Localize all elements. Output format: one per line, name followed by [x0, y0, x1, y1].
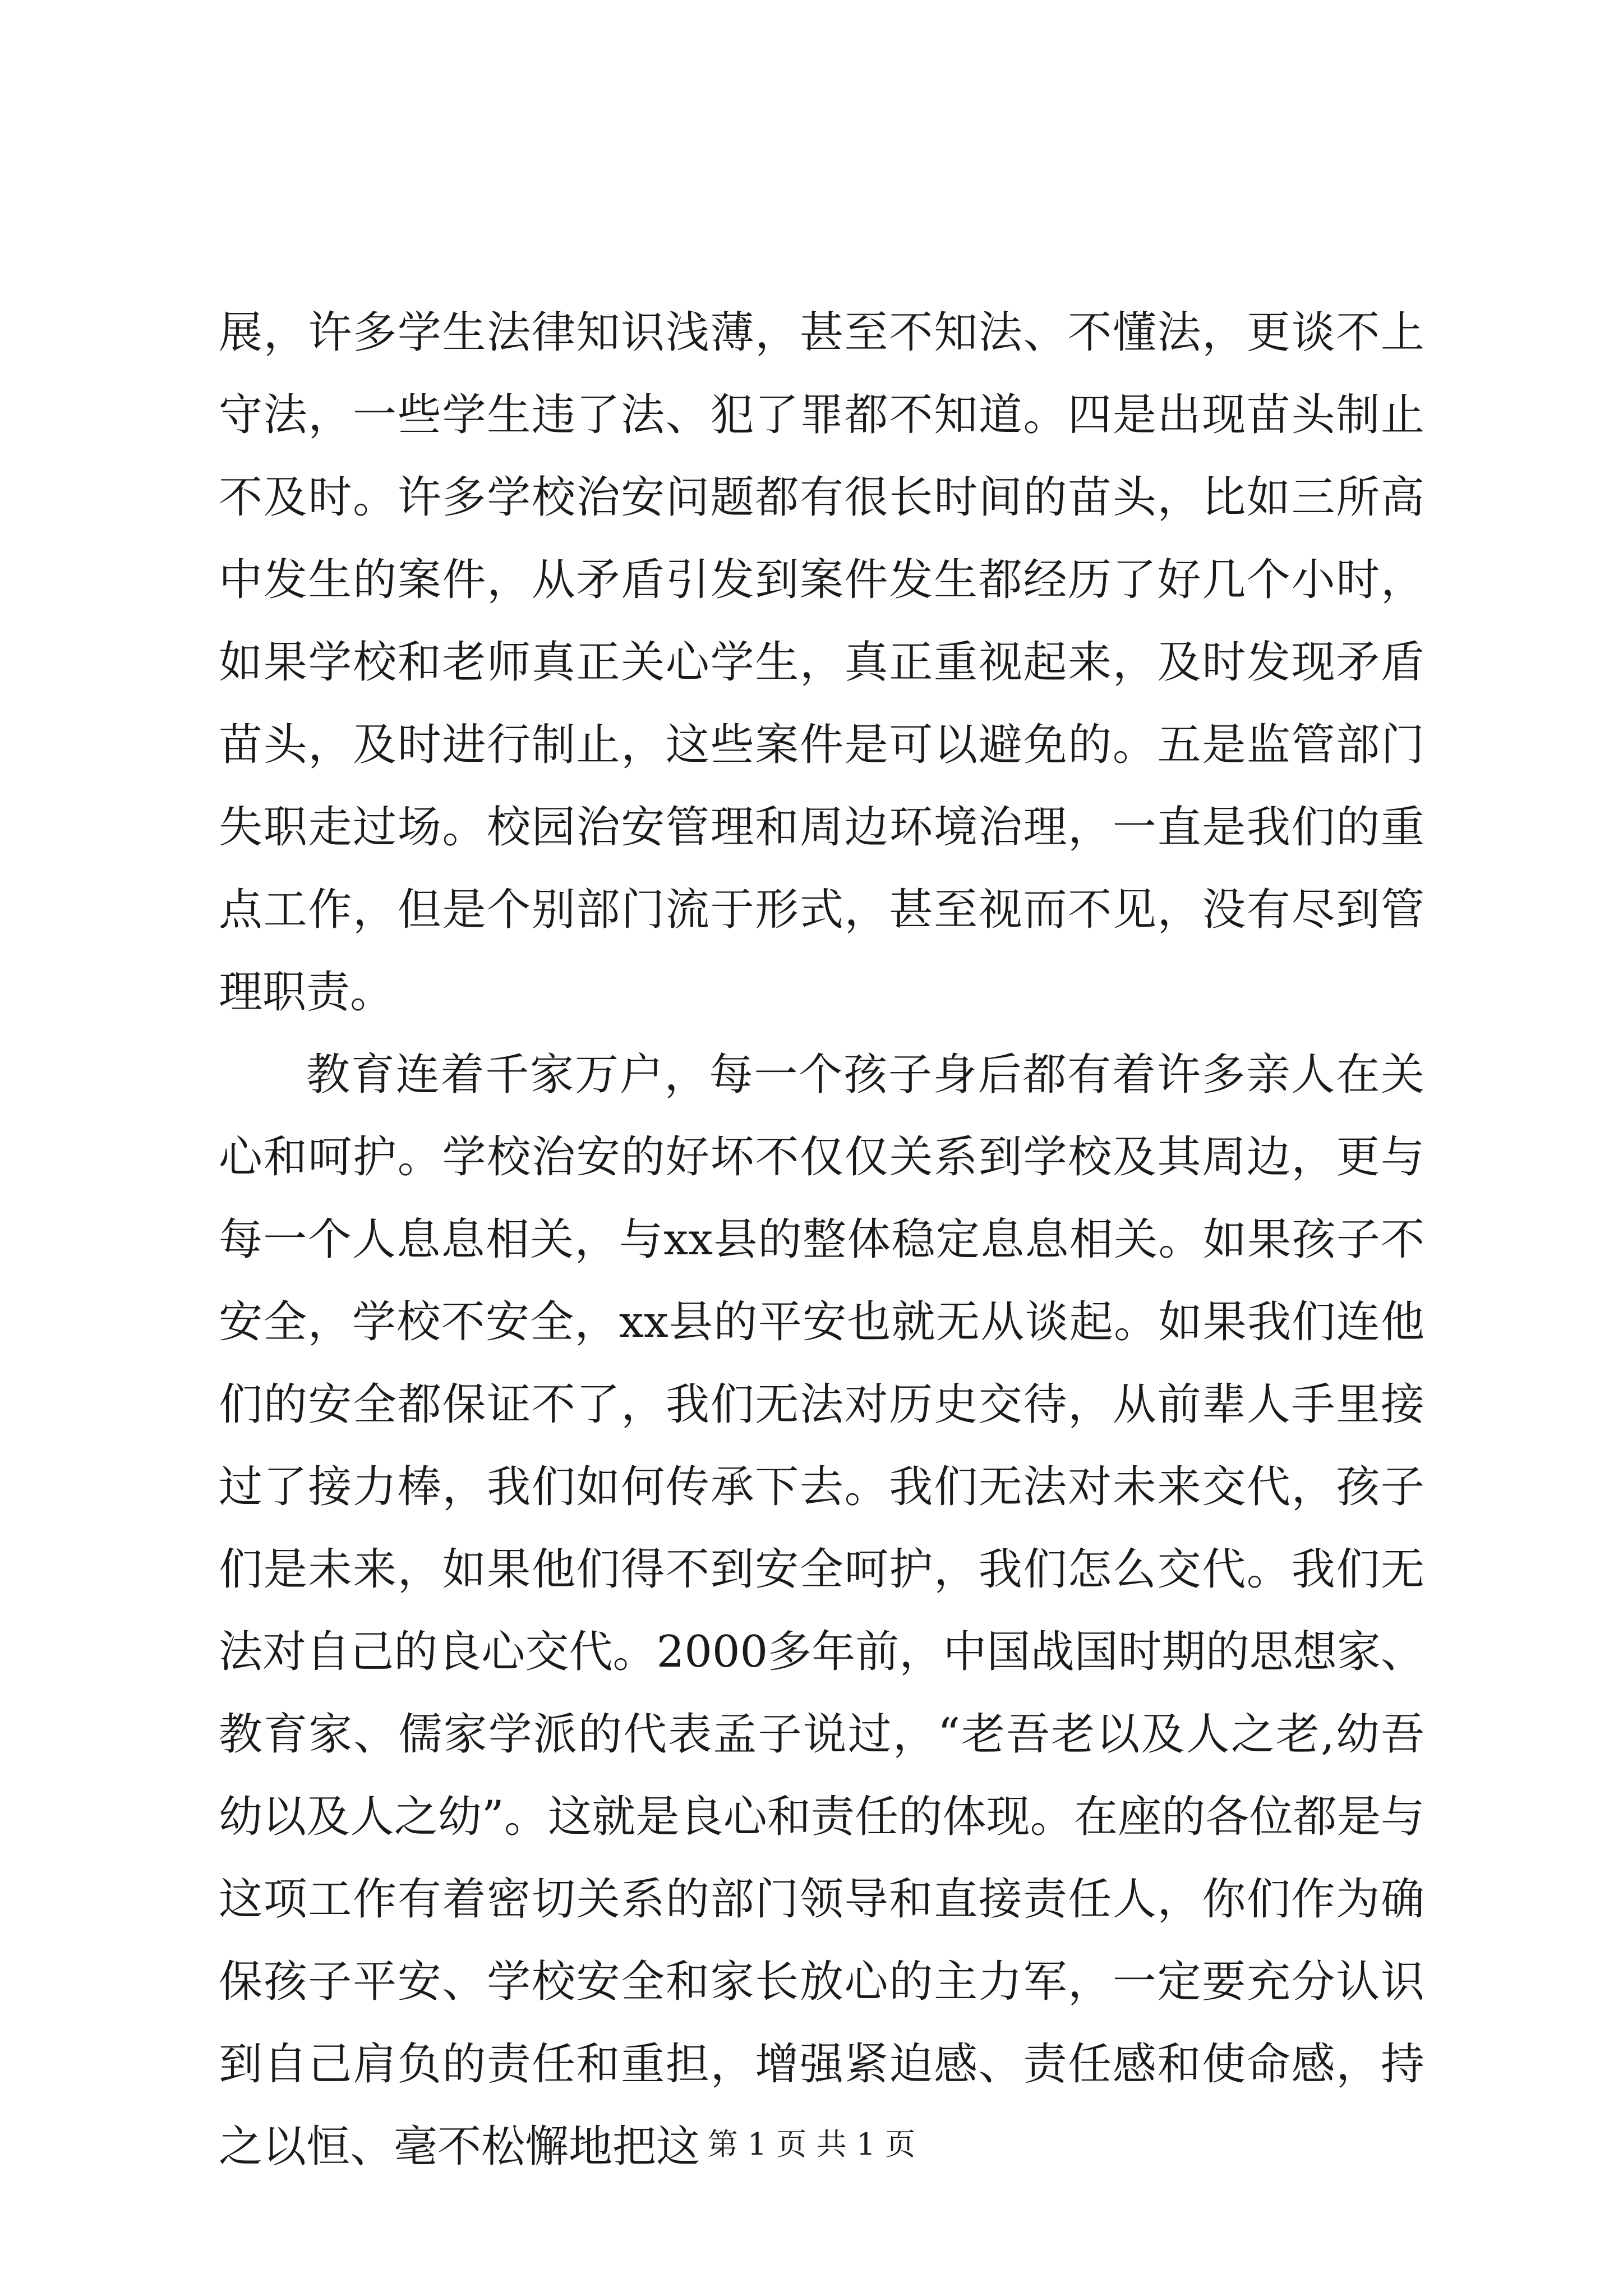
document-body — [219, 292, 1424, 2188]
page-footer: 第 1 页 共 1 页 — [707, 2127, 916, 2162]
paragraph-education: 教育连着千家万户，每一个孩子身后都有着许多亲人在关心和呵护。学校治安的好坏不仅仅关系到学校及其周边，更与每一个人息息相关，与xx县的整体稳定息息相关。如果孩子不安全，学校不安全，xx县的平安也就无从谈起。如果我们连他们的安全都保证不了，我们无法对历史交待，从前辈人手里接过了接力棒，我们如何传承下去。我们无法对未来交代，孩子们是未来，如果他们得不到安全呵护，我们怎么交代。我们无法对自己的良心交代。2000多年前，中国战国时期的思想家、教育家、儒家学派的代表孟子说过，“老吾老以及人之老,幼吾幼以及人之幼”。这就是良心和责任的体现。在座的各位都是与这项工作有着密切关系的部门领导和直接责任人，你们作为确保孩子平安、学校安全和家长放心的主力军，一定要充分认识到自己肩负的责任和重担，增强紧迫感、责任感和使命感，持之以恒、毫不松懈地把这 — [219, 1050, 1424, 2172]
paragraph-continued: 展，许多学生法律知识浅薄，甚至不知法、不懂法，更谈不上守法，一些学生违了法、犯了罪都不知道。四是出现苗头制止不及时。许多学校治安问题都有很长时间的苗头，比如三所高中发生的案件，从矛盾引发到案件发生都经历了好几个小时，如果学校和老师真正关心学生，真正重视起来，及时发现矛盾苗头，及时进行制止，这些案件是可以避免的。五是监管部门失职走过场。校园治安管理和周边环境治理，一直是我们的重点工作，但是个别部门流于形式，甚至视而不见，没有尽到管理职责。 — [219, 307, 1424, 1018]
